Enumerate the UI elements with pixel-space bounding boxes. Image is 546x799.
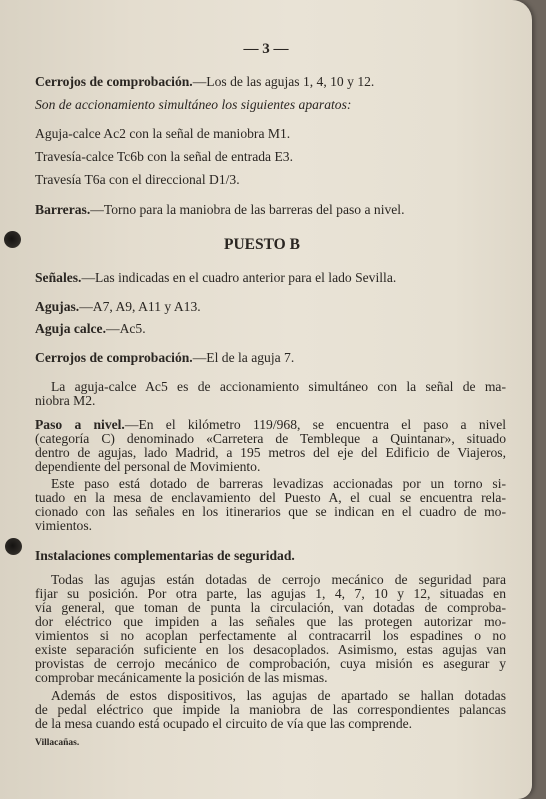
ademas-line: Además de estos dispositivos, las agujas de apartado se hallan dotadas [51,688,506,703]
instalaciones-line: dor eléctrico que impiden a las señales que las protegen autorizar mo- [35,614,506,629]
paso-nivel-label: Paso a nivel. [35,417,125,432]
ac5-line: La aguja-calce Ac5 es de accionamiento simultáneo con la señal de ma- [51,379,506,394]
cerrojos-b-line [35,350,294,365]
cerrojos-a-label: Cerrojos de comprobación. [35,74,193,89]
paso-nivel-line: (categoría C) denominado «Carretera de Tembleque a Quintanar», situado [35,431,506,446]
aparato-item: Travesía T6a con el direccional D1/3. [35,172,240,187]
paso-dotado-line: Este paso está dotado de barreras levadizas accionadas por un torno si- [51,476,506,491]
cerrojos-a-line [35,74,374,89]
paso-nivel-line: dependiente del personal de Movimiento. [35,459,261,474]
simultaneo-heading: Son de accionamiento simultáneo los siguientes aparatos: [35,97,352,112]
paso-dotado-line: tuado en la mesa de enclavamiento del Puesto A, el cual se encuentra rela- [35,490,506,505]
aguja-calce-label: Aguja calce. [35,321,106,336]
binder-hole [4,231,21,248]
paso-dotado-line: vimientos. [35,518,93,533]
cerrojos-a-text: —Los de las agujas 1, 4, 10 y 12. [192,74,375,89]
paso-nivel-line [35,417,506,432]
ac5-line: niobra M2. [35,393,96,408]
barreras-label: Barreras. [35,202,91,217]
paso-nivel-line: dentro de agujas, lado Madrid, a 195 metros del eje del Edificio de Viajeros, [35,445,506,460]
instalaciones-heading: Instalaciones complementarias de seguridad. [35,548,295,563]
instalaciones-line: Todas las agujas están dotadas de cerrojo mecánico de seguridad para [51,572,506,587]
paso-nivel-text: —En el kilómetro 119/968, se encuentra el paso a nivel [124,417,507,432]
page-number: — 3 — [243,41,289,57]
agujas-line [35,299,201,314]
barreras-line [35,202,404,217]
aguja-calce-text: —Ac5. [105,321,146,336]
binder-hole [5,538,22,555]
ademas-line: de la mesa cuando está ocupado el circuito de vía que las comprende. [35,716,413,731]
instalaciones-line: vía general, que toman de punta la circulación, van dotadas de comproba- [35,600,506,615]
paso-dotado-line: cionado con las señales en los itinerarios que se indican en el cuadro de mo- [35,504,506,519]
aparato-item: Aguja-calce Ac2 con la señal de maniobra M1. [35,126,291,141]
agujas-label: Agujas. [35,299,80,314]
aguja-calce-line [35,321,146,336]
senales-label: Señales. [35,270,82,285]
cerrojos-b-label: Cerrojos de comprobación. [35,350,193,365]
instalaciones-line: existe separación suficiente en los desacoplados. Asimismo, estas agujas van [35,642,506,657]
senales-line [35,270,396,285]
ademas-line: de pedal eléctrico que impide la maniobra de las correspondientes palancas [35,702,506,717]
instalaciones-line: provistas de cerrojo mecánico de comprobación, cuya misión es asegurar y [35,656,506,671]
aparato-item: Travesía-calce Tc6b con la señal de entrada E3. [35,149,293,164]
puesto-b-heading: PUESTO B [224,236,300,253]
senales-text: —Las indicadas en el cuadro anterior para el lado Sevilla. [81,270,397,285]
barreras-text: —Torno para la maniobra de las barreras del paso a nivel. [90,202,405,217]
instalaciones-line: vimientos si no acoplan perfectamente al contracarril los espadines o no [35,628,506,643]
footer-place: Villacañas. [35,738,80,748]
cerrojos-b-text: —El de la aguja 7. [192,350,295,365]
instalaciones-line: comprobar mecánicamente la posición de las mismas. [35,670,328,685]
agujas-text: —A7, A9, A11 y A13. [79,299,201,314]
instalaciones-line: fijar su posición. Por otra parte, las agujas 1, 4, 7, 10 y 12, situadas en [35,586,506,601]
